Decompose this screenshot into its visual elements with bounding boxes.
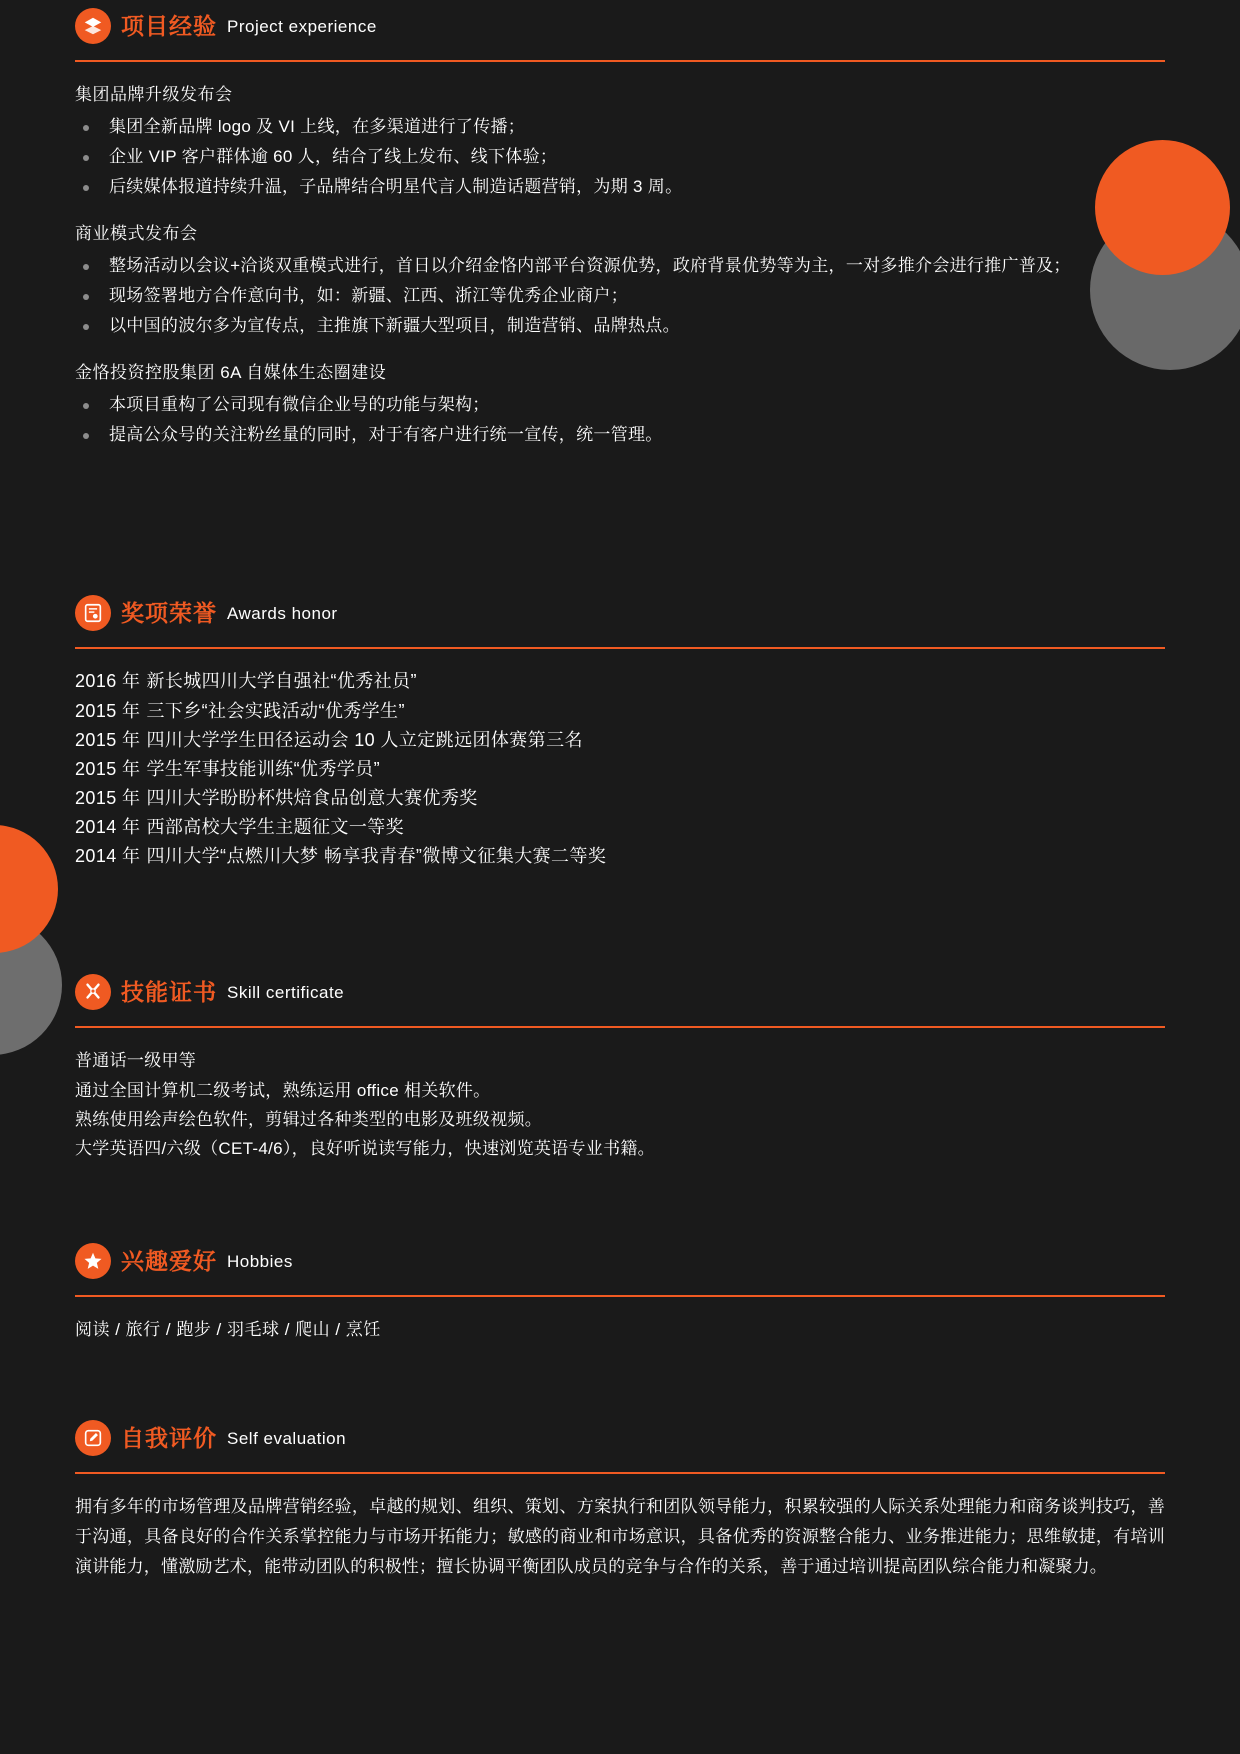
star-icon bbox=[75, 1243, 111, 1279]
award-year: 2015 年 bbox=[75, 758, 141, 779]
list-item: 大学英语四/六级（CET-4/6），良好听说读写能力，快速浏览英语专业书籍。 bbox=[75, 1139, 655, 1159]
project-block bbox=[75, 358, 1165, 449]
project-heading: 金恪投资控股集团 6A 自媒体生态圈建设 bbox=[75, 363, 387, 383]
section-divider bbox=[75, 1472, 1165, 1474]
award-year: 2014 年 bbox=[75, 846, 141, 867]
list-item bbox=[75, 755, 1165, 784]
hobbies-text: 阅读 / 旅行 / 跑步 / 羽毛球 / 爬山 / 烹饪 bbox=[75, 1320, 381, 1340]
edit-icon bbox=[75, 1420, 111, 1456]
list-item bbox=[75, 667, 1165, 696]
list-item: 以中国的波尔多为宣传点，主推旗下新疆大型项目，制造营销、品牌热点。 bbox=[75, 312, 1165, 340]
award-text: 四川大学盼盼杯烘焙食品创意大赛优秀奖 bbox=[146, 788, 478, 808]
section-header bbox=[75, 1235, 1165, 1279]
section-title-cn: 兴趣爱好 bbox=[121, 1247, 217, 1274]
award-year: 2015 年 bbox=[75, 729, 141, 750]
award-text: 四川大学“点燃川大梦 畅享我青春”微博文征集大赛二等奖 bbox=[146, 846, 607, 867]
list-item: 通过全国计算机二级考试，熟练运用 office 相关软件。 bbox=[75, 1080, 491, 1100]
section-title-cn: 技能证书 bbox=[121, 978, 217, 1005]
list-item bbox=[75, 813, 1165, 842]
tools-icon bbox=[75, 974, 111, 1010]
project-bullet-list bbox=[75, 391, 1165, 449]
project-heading: 集团品牌升级发布会 bbox=[75, 85, 233, 104]
award-text: 学生军事技能训练“优秀学员” bbox=[146, 758, 381, 779]
section-divider bbox=[75, 1026, 1165, 1028]
section-divider bbox=[75, 1295, 1165, 1297]
list-item: 熟练使用绘声绘色软件，剪辑过各种类型的电影及班级视频。 bbox=[75, 1109, 543, 1129]
section-divider bbox=[75, 60, 1165, 62]
section-title-en: Self evaluation bbox=[227, 1428, 347, 1448]
spacer bbox=[75, 1163, 1165, 1235]
project-block bbox=[75, 80, 1165, 201]
list-item: 集团全新品牌 logo 及 VI 上线，在多渠道进行了传播； bbox=[75, 113, 1165, 141]
award-year: 2015 年 bbox=[75, 788, 141, 808]
list-item: 普通话一级甲等 bbox=[75, 1051, 197, 1071]
section-title-en: Awards honor bbox=[227, 603, 338, 623]
section-title-en: Skill certificate bbox=[227, 982, 345, 1002]
section-header bbox=[75, 0, 1165, 44]
award-year: 2016 年 bbox=[75, 671, 141, 692]
award-year: 2014 年 bbox=[75, 817, 141, 838]
section-title-en: Hobbies bbox=[227, 1251, 293, 1271]
project-block bbox=[75, 219, 1165, 340]
section-header bbox=[75, 587, 1165, 631]
section-self-evaluation bbox=[75, 1412, 1165, 1581]
list-item: 提高公众号的关注粉丝量的同时，对于有客户进行统一宣传，统一管理。 bbox=[75, 421, 1165, 449]
list-item: 后续媒体报道持续升温，子品牌结合明星代言人制造话题营销，为期 3 周。 bbox=[75, 173, 1165, 201]
section-header bbox=[75, 966, 1165, 1010]
award-year: 2015 年 bbox=[75, 700, 141, 721]
section-title-cn: 自我评价 bbox=[121, 1424, 217, 1451]
section-title-cn: 奖项荣誉 bbox=[121, 599, 217, 626]
list-item: 现场签署地方合作意向书，如：新疆、江西、浙江等优秀企业商户； bbox=[75, 282, 1165, 310]
list-item bbox=[75, 697, 1165, 726]
list-item bbox=[75, 842, 1165, 871]
spacer bbox=[75, 467, 1165, 587]
section-skill-certificate bbox=[75, 966, 1165, 1163]
self-evaluation-text: 拥有多年的市场管理及品牌营销经验，卓越的规划、组织、策划、方案执行和团队领导能力，积累较强的人际关系处理能力和商务谈判技巧，善于沟通，具备良好的合作关系掌控能力与市场开拓能力；敏感的商业和市场意识，具备优秀的资源整合能力、业务推进能力；思维敏捷，有培训演讲能力，懂激励艺术，能带动团队的积极性；擅长协调平衡团队成员的竞争与合作的关系，善于通过培训提高团队综合能力和凝聚力。 bbox=[75, 1497, 1165, 1576]
spacer bbox=[75, 871, 1165, 966]
list-item: 企业 VIP 客户群体逾 60 人，结合了线上发布、线下体验； bbox=[75, 143, 1165, 171]
award-text: 西部高校大学生主题征文一等奖 bbox=[146, 817, 405, 838]
award-text: 四川大学学生田径运动会 10 人立定跳远团体赛第三名 bbox=[146, 729, 583, 750]
layers-icon bbox=[75, 8, 111, 44]
section-title-en: Project experience bbox=[227, 16, 377, 36]
section-project-experience bbox=[75, 0, 1165, 449]
project-heading: 商业模式发布会 bbox=[75, 224, 198, 244]
list-item bbox=[75, 784, 1165, 813]
section-awards-honor bbox=[75, 587, 1165, 871]
award-text: 三下乡“社会实践活动“优秀学生” bbox=[146, 700, 405, 721]
section-title-cn: 项目经验 bbox=[121, 12, 217, 39]
project-bullet-list bbox=[75, 113, 1165, 201]
list-item: 本项目重构了公司现有微信企业号的功能与架构； bbox=[75, 391, 1165, 419]
spacer bbox=[75, 1340, 1165, 1412]
award-text: 新长城四川大学自强社“优秀社员” bbox=[146, 671, 417, 692]
list-item bbox=[75, 726, 1165, 755]
certificate-icon bbox=[75, 595, 111, 631]
section-divider bbox=[75, 647, 1165, 649]
section-hobbies bbox=[75, 1235, 1165, 1340]
section-header bbox=[75, 1412, 1165, 1456]
project-bullet-list bbox=[75, 252, 1165, 340]
list-item: 整场活动以会议+洽谈双重模式进行，首日以介绍金恪内部平台资源优势，政府背景优势等为主，一对多推介会进行推广普及； bbox=[75, 252, 1165, 280]
